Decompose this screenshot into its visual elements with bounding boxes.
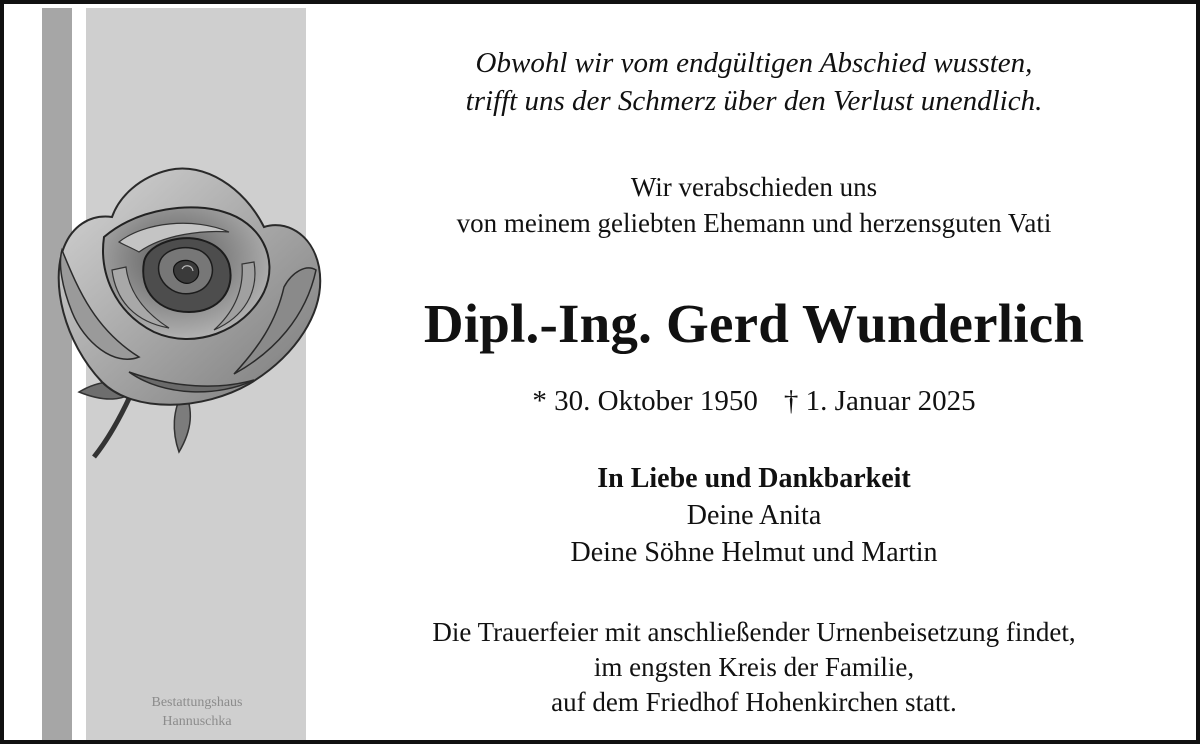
family-line2: Deine Söhne Helmut und Martin: [570, 537, 938, 568]
ceremony-line3: auf dem Friedhof Hohenkirchen statt.: [551, 687, 957, 717]
ceremony-line2: im engsten Kreis der Familie,: [593, 652, 915, 682]
birth-date: * 30. Oktober 1950: [532, 385, 758, 417]
ceremony-line1: Die Trauerfeier mit anschließender Urnenbeisetzung findet,: [432, 617, 1076, 647]
rose-icon: [44, 152, 334, 467]
motto-quote: [314, 44, 1194, 120]
ceremony-notice: [314, 615, 1194, 720]
farewell-text: [314, 169, 1194, 241]
deceased-name: Dipl.-Ing. Gerd Wunderlich: [423, 293, 1085, 354]
life-dates: [314, 382, 1194, 420]
farewell-line2: von meinem geliebten Ehemann und herzensguten Vati: [456, 208, 1052, 238]
family-line1: Deine Anita: [686, 500, 822, 531]
funeral-home-line2: Hannuschka: [162, 714, 232, 729]
family-signature: [314, 460, 1194, 571]
farewell-line1: Wir verabschieden uns: [630, 172, 878, 202]
family-heading: In Liebe und Dankbarkeit: [597, 463, 911, 494]
funeral-home-line1: Bestattungshaus: [151, 695, 243, 710]
motto-line2: trifft uns der Schmerz über den Verlust unendlich.: [465, 85, 1043, 117]
motto-line1: Obwohl wir vom endgültigen Abschied wussten,: [475, 47, 1033, 79]
funeral-home-credit: [102, 693, 292, 731]
death-date: † 1. Januar 2025: [783, 385, 976, 417]
